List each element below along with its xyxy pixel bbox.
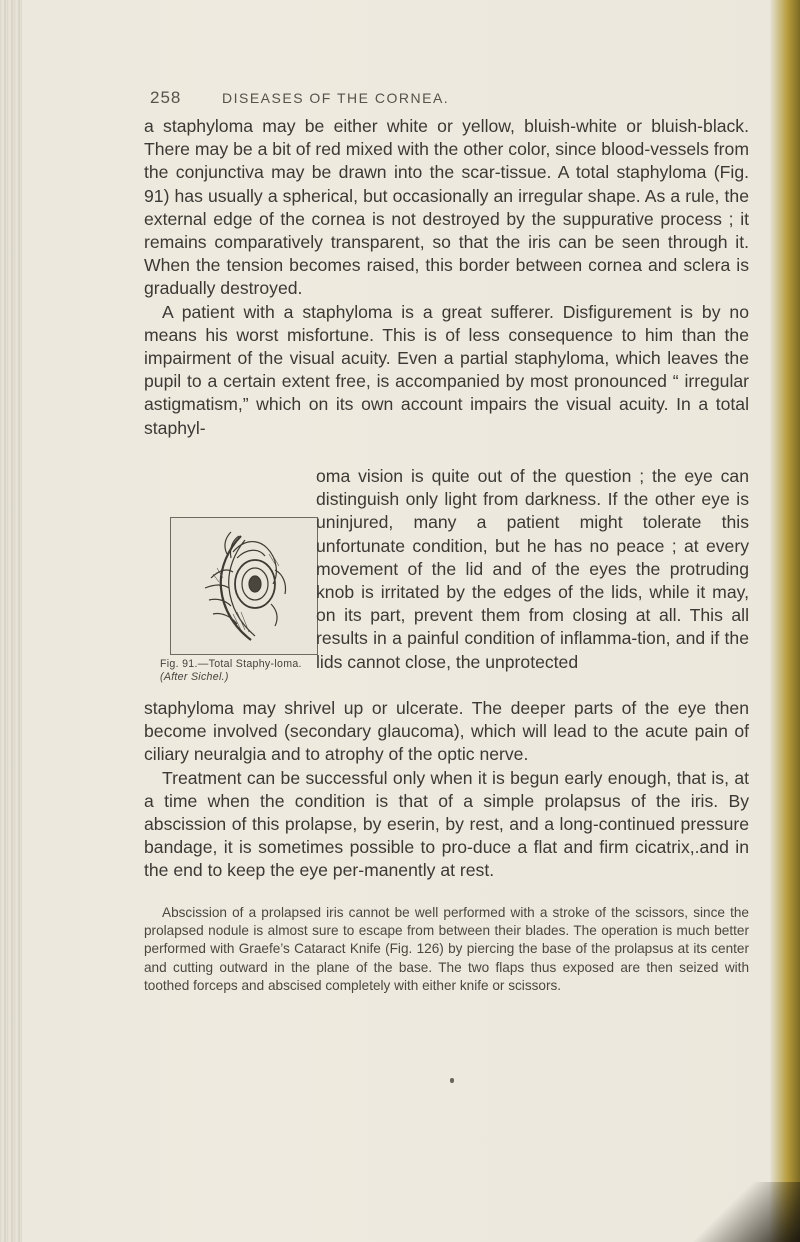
running-title: DISEASES OF THE CORNEA.: [222, 90, 450, 106]
page-header: [150, 88, 650, 112]
body-text-bottom: [144, 697, 749, 883]
page-edge: [770, 0, 800, 1242]
page-number: 258: [150, 88, 182, 107]
paragraph-2-end: staphyloma may shrivel up or ulcerate. The deeper parts of the eye then become involved (secondary glaucoma), which will lead to the acute pain of ciliary neuralgia and to atrophy of the optic nerve.: [144, 698, 749, 765]
paragraph-2-wrap: oma vision is quite out of the question ; the eye can distinguish only light from darkness. If the other eye is uninjured, many a patient might tolerate this unfortunate condition, but he has no peace ; at every movement of the lid and of the eyes the protruding knob is irritated by the edges of the lids, while it may, on its part, prevent them from closing at all. This all results in a painful condition of inflamma-tion, and if the lids cannot close, the unprotected: [316, 466, 749, 672]
ink-mark: [450, 1078, 454, 1083]
page-corner-shadow: [680, 1182, 800, 1242]
figure-caption: [160, 658, 326, 684]
caption-source: (After Sichel.): [160, 671, 229, 683]
body-text-wrapped: [316, 465, 749, 674]
caption-label: Fig. 91.—Total Staphy-loma.: [160, 658, 302, 670]
paragraph-3: Treatment can be successful only when it is begun early enough, that is, at a time when the condition is that of a simple prolapsus of the iris. By abscission of this prolapse, by eserin, by rest, and a long-continued pressure bandage, it is sometimes possible to pro-duce a flat and firm cicatrix,.and in the end to keep the eye per-manently at rest.: [144, 767, 749, 881]
page-gutter: [0, 0, 22, 1242]
footnote: Abscission of a prolapsed iris cannot be well performed with a stroke of the scissors, since the prolapsed nodule is almost sure to escape from between their blades. The operation is much better performed with Graefe’s Cataract Knife (Fig. 126) by piercing the base of the prolapsus at its center and cutting outward in the plane of the base. The two flaps thus exposed are then seized with toothed forceps and abscised completely with either knife or scissors.: [144, 905, 749, 993]
paragraph-2-start: A patient with a staphyloma is a great sufferer. Disfigurement is by no means his worst misfortune. This is of less consequence to him than the impairment of the visual acuity. Even a partial staphyloma, which leaves the pupil to a certain extent free, is accompanied by most pronounced “ irregular astigmatism,” which on its own account impairs the visual acuity. In a total staphyl-: [144, 301, 749, 438]
body-text-top: [144, 115, 749, 440]
figure-91: [170, 517, 318, 655]
staphyloma-illustration: [171, 518, 317, 654]
paragraph-1: a staphyloma may be either white or yellow, bluish-white or bluish-black. There may be a bit of red mixed with the other color, since blood-vessels from the conjunctiva may be drawn into the scar-tissue. A total staphyloma (Fig. 91) has usually a spherical, but occasionally an irregular shape. As a rule, the external edge of the cornea is not destroyed by the suppurative process ; it remains comparatively transparent, so that the iris can be seen through it. When the tension becomes raised, this border between cornea and sclera is gradually destroyed.: [144, 116, 749, 299]
